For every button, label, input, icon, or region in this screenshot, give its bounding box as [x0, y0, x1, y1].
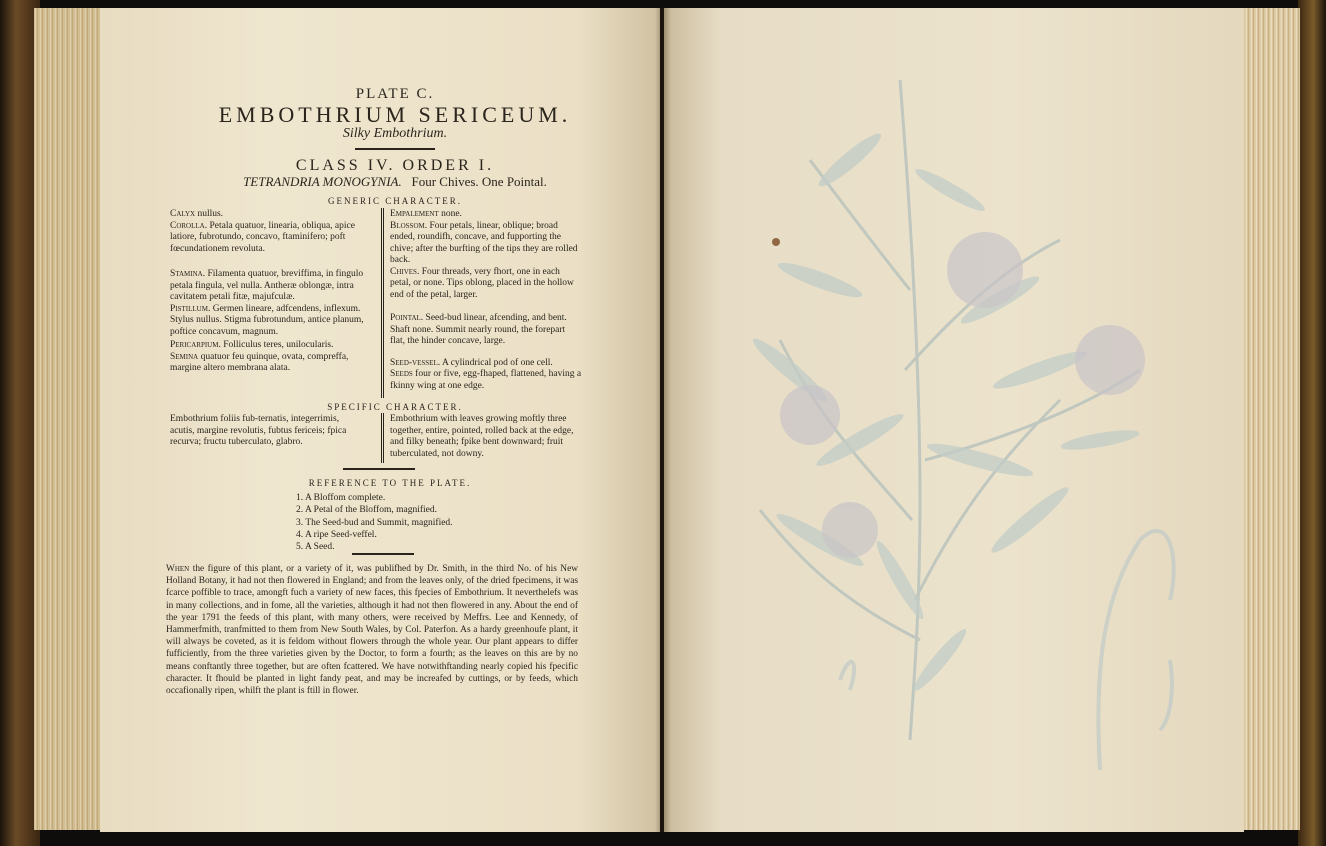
- generic-english-column: [390, 209, 582, 392]
- generic-english-entry: Seed-vessel. A cylindrical pod of one cell.: [390, 357, 553, 368]
- page-edges-left: [34, 8, 104, 830]
- generic-latin-entry: Pistillum. Germen lineare, adfcendens, inflexum. Stylus nullus. Stigma fubrotundum, antice planum, poftice concavum, magnum.: [170, 303, 364, 337]
- reference-item: 1. A Bloffom complete.: [296, 493, 386, 503]
- flower-cluster: [780, 385, 840, 445]
- tetrandria-latin: TETRANDRIA MONOGYNIA.: [243, 174, 402, 189]
- plate-number: PLATE C.: [355, 86, 435, 102]
- generic-latin-entry: Corolla. Petala quatuor, linearia, obliqua, apice latiore, fubrotundo, concavo, ftaminifero; poft fœcundationem revoluta.: [170, 220, 355, 254]
- book-gutter: [655, 8, 671, 832]
- drop-word: When: [166, 564, 190, 574]
- generic-latin-entry: Stamina. Filamenta quatuor, breviffima, in fingulo petala fingula, vel nulla. Antheræ oblongæ, intra cavitatem petali fitæ, majufculæ.: [170, 269, 364, 302]
- tetrandria-line: [170, 174, 620, 190]
- page-edges-right: [1240, 8, 1300, 830]
- class-order: CLASS IV. ORDER I.: [295, 157, 495, 174]
- reference-item: 5. A Seed.: [296, 542, 335, 553]
- column-divider: [383, 208, 384, 398]
- species-title: EMBOTHRIUM SERICEUM.: [218, 102, 572, 127]
- generic-english-entry: Blossom. Four petals, linear, oblique; broad ended, roundifh, concave, and fupporting the chive; after the burfting of the tips they are rolled back.: [390, 220, 578, 265]
- generic-latin-entry: Pericarpium. Folliculus teres, unilocularis.: [170, 340, 334, 350]
- book-cover-right: [1298, 0, 1326, 846]
- specific-english: Embothrium with leaves growing moftly three together, entire, pointed, rolled back at the edge, and filky beneath; fpike bent downward; fruit tuberculated, not downy.: [390, 414, 574, 459]
- tetrandria-english: Four Chives. One Pointal.: [411, 174, 547, 189]
- flower-cluster: [1075, 325, 1145, 395]
- column-divider: [383, 413, 384, 463]
- specific-character-heading: SPECIFIC CHARACTER.: [327, 402, 463, 412]
- flower-cluster: [947, 232, 1023, 308]
- generic-latin-entry: Calyx nullus.: [170, 209, 224, 219]
- generic-character-heading: GENERIC CHARACTER.: [327, 196, 462, 206]
- generic-english-entry: Empalement none.: [390, 209, 462, 219]
- ornament-rule: [343, 468, 415, 470]
- botanical-illustration: [700, 40, 1220, 800]
- generic-latin-entry: Semina quatuor feu quinque, ovata, compreffa, margine altero membrana alata.: [170, 351, 349, 373]
- generic-english-entry: Seeds four or five, egg-fhaped, flattened, having a fkinny wing at one edge.: [390, 369, 582, 391]
- flower-cluster: [822, 502, 878, 558]
- generic-english-entry: Pointal. Seed-bud linear, afcending, and bent. Shaft none. Summit nearly round, the forepart flat, the hinder concave, large.: [390, 313, 567, 346]
- main-stem: [900, 80, 920, 740]
- species-subtitle: Silky Embothrium.: [342, 126, 448, 141]
- reference-item: 3. The Seed-bud and Summit, magnified.: [296, 517, 453, 528]
- paper-blemish: [772, 238, 780, 246]
- generic-english-entry: Chives. Four threads, very fhort, one in each petal, or none. Tips oblong, placed in the hollow end of the petal, larger.: [390, 266, 574, 300]
- ornament-rule: [352, 553, 414, 555]
- reference-item: 2. A Petal of the Bloffom, magnified.: [296, 505, 437, 516]
- generic-latin-column: [170, 209, 366, 375]
- paragraph-text: the figure of this plant, or a variety of it, was publifhed by Dr. Smith, in the third No. of his New Holland Botany, it had not then flowered in England; and from the leaves only, of the dried fpecimens, it was fcarce poffible to trace, amongft fuch a variety of new faces, this fpecies of Embothrium. It neverthelefs was in many collections, and in fome, all the varieties, although it had not then flowered in any. About the end of the year 1791 the feeds of this plant, with many others, were received by Meffrs. Lee and Kennedy, of Hammerfmith, tranfmitted to them from New South Wales, by Col. Paterfon. As a hardy greenhoufe plant, it will always be coveted, as it is feldom without flowers through the whole year. Our plant appears to differ fufficiently, from the three varieties given by the Doctor, to form a fourth; as the leaves on this are by no means conftantly three together, but are often fcattered. We have notwithftanding nearly copied his fpecific character. It fhould be planted in light fandy peat, and may be increafed by cuttings, or by feeds, which occafionally ripen, whilft the plant is ftill in flower.: [166, 564, 579, 697]
- seed-vessel-drawing: [1098, 531, 1173, 770]
- descriptive-paragraph: [166, 563, 578, 697]
- column-divider: [381, 413, 382, 463]
- reference-item: 4. A ripe Seed-veffel.: [296, 529, 377, 540]
- column-divider: [381, 208, 382, 398]
- reference-heading: REFERENCE TO THE PLATE.: [308, 478, 472, 488]
- reference-list: [296, 492, 536, 553]
- ornament-rule: [355, 148, 435, 150]
- specific-latin: Embothrium foliis fub-ternatis, integerrimis, acutis, margine revolutis, fubtus fericeis; fpica recurva; fructu tuberculato, glabro.: [170, 414, 347, 447]
